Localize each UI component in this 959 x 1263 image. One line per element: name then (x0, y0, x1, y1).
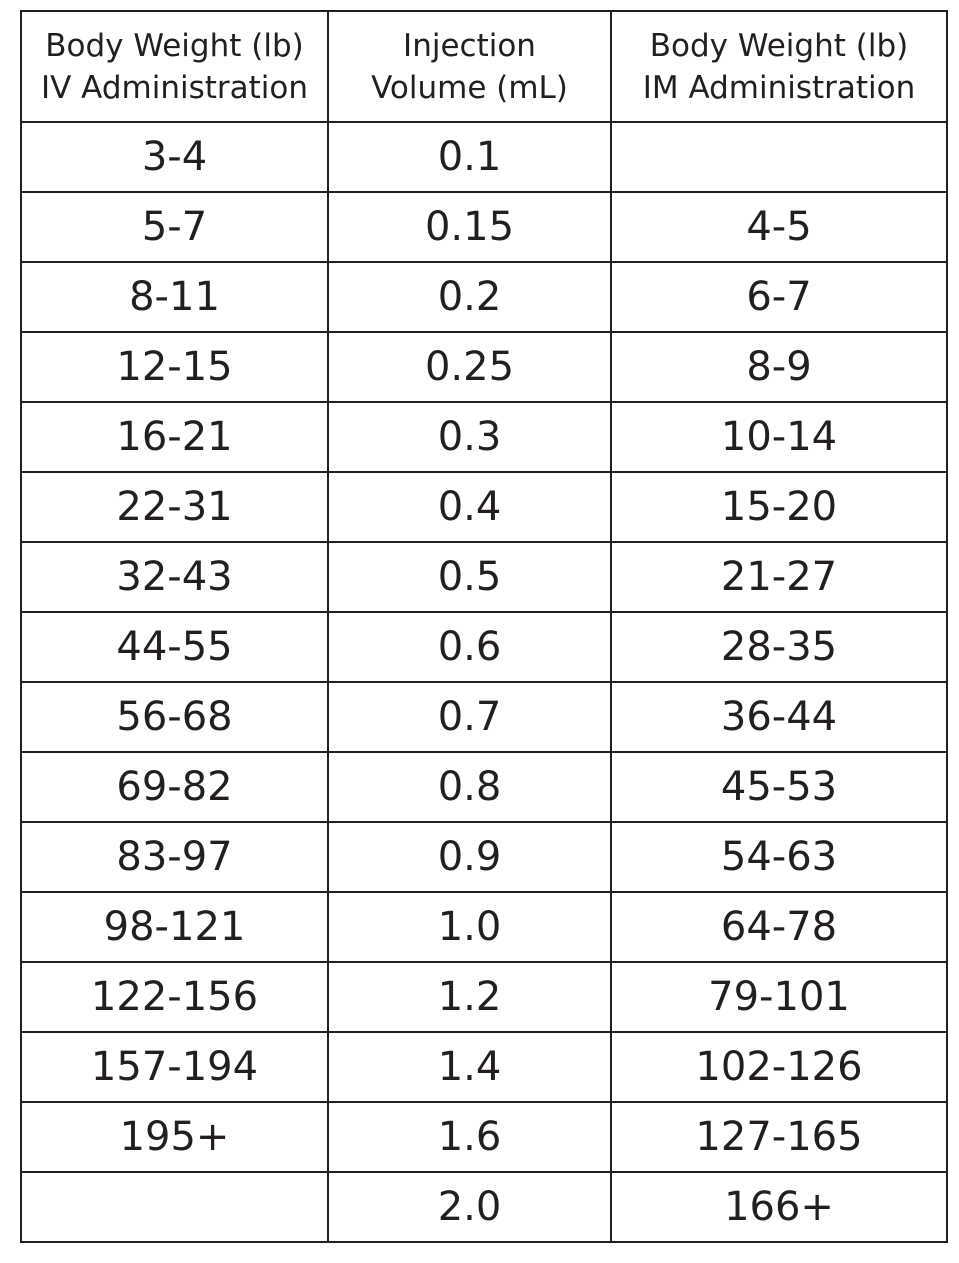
table-row (21, 122, 947, 192)
cell-im-weight: 36-44 (611, 682, 947, 752)
cell-im-weight: 102-126 (611, 1032, 947, 1102)
cell-iv-weight: 16-21 (21, 402, 328, 472)
header-im-body-weight (611, 11, 947, 122)
cell-injection-volume: 0.2 (328, 262, 611, 332)
cell-iv-weight: 195+ (21, 1102, 328, 1172)
cell-injection-volume: 1.2 (328, 962, 611, 1032)
table-row (21, 332, 947, 402)
table-row (21, 962, 947, 1032)
table-row (21, 1172, 947, 1242)
cell-injection-volume: 1.4 (328, 1032, 611, 1102)
cell-im-weight: 8-9 (611, 332, 947, 402)
header-line: IV Administration (40, 69, 309, 106)
table-header-row (21, 11, 947, 122)
cell-injection-volume: 2.0 (328, 1172, 611, 1242)
table-row (21, 682, 947, 752)
cell-im-weight: 45-53 (611, 752, 947, 822)
cell-injection-volume: 1.6 (328, 1102, 611, 1172)
cell-im-weight: 10-14 (611, 402, 947, 472)
header-line: IM Administration (642, 69, 916, 106)
cell-injection-volume: 0.4 (328, 472, 611, 542)
cell-iv-weight: 157-194 (21, 1032, 328, 1102)
cell-injection-volume: 0.25 (328, 332, 611, 402)
table-row (21, 752, 947, 822)
table-row (21, 192, 947, 262)
cell-injection-volume: 0.9 (328, 822, 611, 892)
cell-im-weight: 28-35 (611, 612, 947, 682)
cell-iv-weight: 56-68 (21, 682, 328, 752)
table-body (21, 122, 947, 1242)
cell-iv-weight: 69-82 (21, 752, 328, 822)
cell-im-weight: 15-20 (611, 472, 947, 542)
header-line: Volume (mL) (371, 69, 568, 106)
cell-im-weight: 6-7 (611, 262, 947, 332)
cell-injection-volume: 1.0 (328, 892, 611, 962)
cell-injection-volume: 0.3 (328, 402, 611, 472)
header-injection-volume (328, 11, 611, 122)
header-iv-body-weight (21, 11, 328, 122)
cell-im-weight: 21-27 (611, 542, 947, 612)
cell-injection-volume: 0.7 (328, 682, 611, 752)
cell-im-weight (611, 122, 947, 192)
table-row (21, 402, 947, 472)
cell-iv-weight: 8-11 (21, 262, 328, 332)
cell-im-weight: 166+ (611, 1172, 947, 1242)
table-row (21, 1032, 947, 1102)
table-row (21, 892, 947, 962)
table-row (21, 262, 947, 332)
dosage-table (20, 10, 948, 1243)
cell-injection-volume: 0.8 (328, 752, 611, 822)
cell-iv-weight: 98-121 (21, 892, 328, 962)
cell-im-weight: 64-78 (611, 892, 947, 962)
header-line: Body Weight (lb) (45, 27, 304, 64)
cell-iv-weight: 122-156 (21, 962, 328, 1032)
cell-iv-weight: 22-31 (21, 472, 328, 542)
cell-iv-weight: 12-15 (21, 332, 328, 402)
cell-injection-volume: 0.6 (328, 612, 611, 682)
table-row (21, 612, 947, 682)
cell-iv-weight: 3-4 (21, 122, 328, 192)
cell-im-weight: 127-165 (611, 1102, 947, 1172)
cell-iv-weight (21, 1172, 328, 1242)
table-row (21, 822, 947, 892)
cell-iv-weight: 44-55 (21, 612, 328, 682)
cell-injection-volume: 0.5 (328, 542, 611, 612)
header-line: Body Weight (lb) (649, 27, 909, 64)
table-row (21, 472, 947, 542)
table-row (21, 542, 947, 612)
header-line: Injection (403, 27, 536, 64)
cell-injection-volume: 0.15 (328, 192, 611, 262)
cell-iv-weight: 83-97 (21, 822, 328, 892)
cell-im-weight: 4-5 (611, 192, 947, 262)
cell-im-weight: 54-63 (611, 822, 947, 892)
table-row (21, 1102, 947, 1172)
cell-iv-weight: 32-43 (21, 542, 328, 612)
cell-iv-weight: 5-7 (21, 192, 328, 262)
cell-injection-volume: 0.1 (328, 122, 611, 192)
cell-im-weight: 79-101 (611, 962, 947, 1032)
